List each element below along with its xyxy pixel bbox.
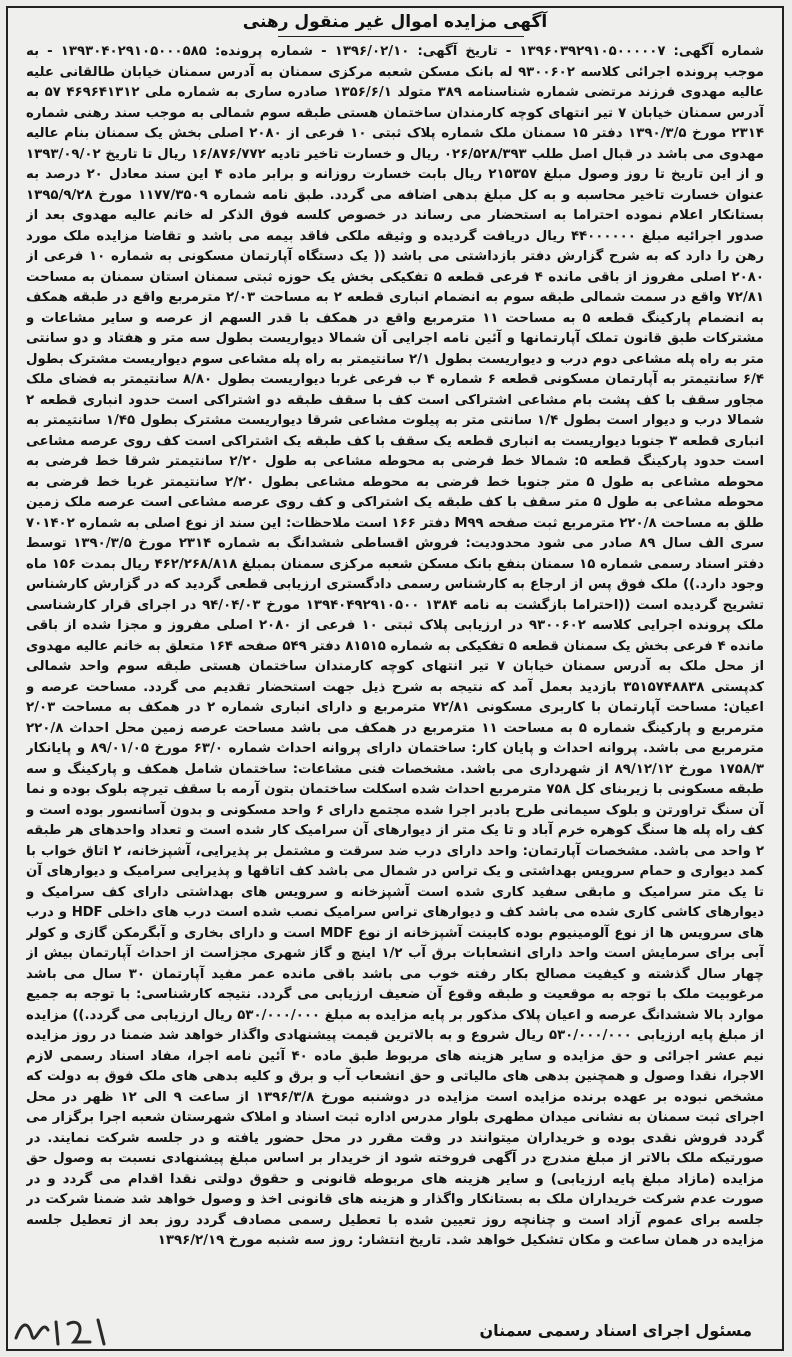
title-underline (278, 36, 524, 37)
notice-border (6, 6, 784, 1351)
notice-body-text: شماره آگهی: ۱۳۹۶۰۳۹۲۹۱۰۵۰۰۰۰۰۷ - تاریخ آگهی: ۱۳۹۶/۰۲/۱۰ - شماره پرونده: ۱۳۹۳۰۴۰۲۹۱۰۵۰۰۰۵۸۵ - به موجب پرونده اجرائی کلاسه ۹۳۰۰۶۰۲ له بانک مسکن شعبه مرکزی سمنان به آدرس سمنان خیابان طالقانی علیه عالیه مهدوی فرزند مرتضی شماره شناسنامه ۳۸۹ متولد ۱۳۵۶/۶/۱ صادره ساری به شماره ملی ۴۶۹۶۴۱۳۱۲ ۵۷ به آدرس سمنان خیابان ۷ تیر انتهای کوچه کارمندان ساختمان هستی طبقه سوم شمالی به موجب سند رهنی شماره ۲۳۱۴ مورخ ۱۳۹۰/۳/۵ دفتر ۱۵ سمنان ملک شماره پلاک ثبتی ۱۰ فرعی از ۲۰۸۰ اصلی بخش یک سمنان بنام عالیه مهدوی می باشد در قبال اصل طلب ۰۲۶/۵۲۸/۳۹۳ ریال و خسارت تاخیر تادیه ۱۶/۸۷۶/۷۷۲ ریال تا تاریخ ۱۳۹۳/۰۹/۰۲ و از این تاریخ تا روز وصول مبلغ ۲۱۵۳۵۷ ریال بابت خسارت روزانه و برابر ماده ۴ این سند معادل ۲۰ درصد به عنوان خسارت تاخیر محاسبه و به کل مبلغ بدهی اضافه می گردد. طبق نامه شماره ۱۱۷۷/۳۵۰۹ مورخ ۱۳۹۵/۹/۲۸ بستانکار اعلام نموده احتراما به استحضار می رساند در خصوص کلسه فوق الذکر له خانم عالیه مهدوی بعد از صدور اجرائیه مبلغ ۴۴۰۰۰۰۰۰ ریال دریافت گردیده و وثیقه ملکی فاقد بیمه می باشد و تقاضا مزایده ملک مورد رهن را دارد که به شرح گزارش دفتر بازداشتی می باشد (( یک دستگاه آپارتمان مسکونی به شماره ۱۰ فرعی از ۲۰۸۰ اصلی مفروز از باقی مانده ۴ فرعی قطعه ۵ تفکیکی بخش یک حوزه ثبتی سمنان استان سمنان به مساحت ۷۲/۸۱ واقع در سمت شمالی طبقه سوم به انضمام انباری قطعه ۲ به مساحت ۲/۰۳ مترمربع واقع در طبقه همکف به انضمام پارکینگ قطعه ۵ به مساحت ۱۱ مترمربع واقع در همکف با قدر السهم از عرصه و سایر مشاعات و مشترکات طبق قانون تملک آپارتمانها و آئین نامه اجرایی آن شمالا دیواریست بطول سه متر و هفتاد و دو سانتی متر به راه پله مشاعی دوم درب و دیواریست بطول ۲/۱ سانتیمتر به راه پله مشاعی سوم دیواریست مشترک بطول ۶/۴ سانتیمتر به آپارتمان مسکونی قطعه ۶ شماره ۴ ب فرعی غربا دیواریست بطول ۸/۸۰ سانتیمتر به فضای ملک مجاور سقف با کف پشت بام مشاعی اشتراکی است کف با سقف طبقه دو اشتراکی است حدود انباری قطعه ۲ شمالا درب و دیوار است بطول ۱/۴ سانتی متر به پیلوت مشاعی شرقا دیواریست مشترک بطول ۱/۴۵ سانتیمتر به انباری قطعه ۳ جنوبا دیواریست به انباری قطعه یک سقف با کف طبقه یک اشتراکی است کف روی عرصه مشاعی است حدود پارکینگ قطعه ۵: شمالا خط فرضی به محوطه مشاعی به طول ۲/۲۰ سانتیمتر شرقا خط فرضی به محوطه مشاعی به طول ۵ متر جنوبا خط فرضی به محوطه مشاعی بطول ۲/۲۰ سانتیمتر غربا خط فرضی به محوطه مشاعی به طول ۵ متر سقف با کف طبقه یک اشتراکی و کف روی عرصه مشاعی است عرصه ملک زمین طلق به مساحت ۲۲۰/۸ مترمربع ثبت صفحه M۹۹ دفتر ۱۶۶ است ملاحظات: این سند از نوع اصلی به شماره ۷۰۱۴۰۲ سری الف سال ۸۹ صادر می شود محدودیت: فروش اقساطی ششدانگ به شماره ۲۳۱۴ مورخ ۱۳۹۰/۳/۵ توسط دفتر اسناد رسمی شماره ۱۵ سمنان بنفع بانک مسکن شعبه مرکزی سمنان بمبلغ ۴۶۲/۲۶۸/۸۱۸ ریال بمدت ۱۵۶ ماه وجود دارد.)) ملک فوق پس از ارجاع به کارشناس رسمی دادگستری ارزیابی قطعی گردید که در گزارش کارشناس تشریح گردیده است ((احتراما بازگشت به نامه ۱۳۸۴ ۱۳۹۴۰۴۹۲۹۱۰۵۰۰ مورخ ۹۴/۰۴/۰۳ در اجرای قرار کارشناسی ملک پرونده اجرایی کلاسه ۹۳۰۰۶۰۲ در ارزیابی پلاک ثبتی ۱۰ فرعی از ۲۰۸۰ اصلی مفروز و مجزا شده از باقی مانده ۴ فرعی بخش یک سمنان قطعه ۵ تفکیکی به شماره ۸۱۵۱۵ دفتر ۵۴۹ صفحه ۱۶۴ متعلق به خانم عالیه مهدوی از محل ملک به آدرس سمنان خیابان ۷ تیر انتهای کوچه کارمندان ساختمان هستی طبقه سوم واحد شمالی کدپستی ۳۵۱۵۷۴۸۸۳۸ بازدید بعمل آمد که نتیجه به شرح ذیل جهت استحضار تقدیم می گردد. مساحت عرصه و اعیان: مساحت آپارتمان با کاربری مسکونی ۷۲/۸۱ مترمربع و دارای انباری شماره ۲ در همکف به مساحت ۲/۰۳ مترمربع و پارکینگ شماره ۵ به مساحت ۱۱ مترمربع در همکف می باشد مساحت عرصه زمین محل احداث ۲۲۰/۸ مترمربع می باشد. پروانه احداث و پایان کار: ساختمان دارای پروانه احداث شماره ۶۳/۰ مورخ ۸۹/۰۱/۰۵ و پایانکار ۱۷۵۸/۳ مورخ ۸۹/۱۲/۱۲ از شهرداری می باشد. مشخصات فنی مشاعات: ساختمان شامل همکف و پارکینگ و سه طبقه مسکونی با زیربنای کل ۷۵۸ مترمربع احداث شده اسکلت ساختمان بتون آرمه با سقف تیرچه بلوک بوده و نما آن سنگ تراورتن و بلوک سیمانی طرح بادبر اجرا شده مجتمع دارای ۶ واحد مسکونی و بدون آسانسور بوده است و کف راه پله ها سنگ کوهره خرم آباد و تا یک متر از دیوارهای آن سرامیک کار شده است و تعداد واحدهای هر طبقه ۲ واحد می باشد. مشخصات آپارتمان: واحد دارای درب ضد سرقت و مشتمل بر پذیرایی، آشپزخانه، ۲ اتاق خواب با کمد دیواری و حمام سرویس بهداشتی و یک تراس در شمال می باشد کف اتاقها و پذیرایی سرامیک و دیوارهای آن تا یک متر سرامیک و مابقی سفید کاری شده است آشپزخانه و سرویس های بهداشتی دارای کف سرامیک و دیوارهای کاشی کاری شده می باشد کف و دیوارهای تراس سرامیک نصب شده است درب های داخلی HDF و درب های سرویس ها از نوع آلومینیوم بوده کابینت آشپزخانه از نوع MDF است و دارای بخاری و آبگرمکن گازی و کولر آبی برای سرمایش است واحد دارای انشعابات برق آب ۱/۲ اینچ و گاز شهری مجزاست از احداث آپارتمان بیش از چهار سال گذشته و کیفیت مصالح بکار رفته خوب می باشد باقی مانده عمر مفید آپارتمان ۳۰ سال می باشد مرغوبیت ملک با توجه به موقعیت و طبقه وقوع آن ضعیف ارزیابی می گردد. نتیجه کارشناسی: با توجه به جمیع موارد بالا ششدانگ عرصه و اعیان پلاک مذکور بر پایه مزایده به مبلغ ۵۳۰/۰۰۰/۰۰۰ ریال ارزیابی می گردد.)) مزایده از مبلغ پایه ارزیابی ۵۳۰/۰۰۰/۰۰۰ ریال شروع و به بالاترین قیمت پیشنهادی واگذار خواهد شد ضمنا در روز مزایده نیم عشر اجرائی و حق مزایده و سایر هزینه های مربوط طبق ماده ۴۰ آئین نامه اجرا، مفاد اسناد رسمی لازم الاجرا، نقدا وصول و همچنین بدهی های مالیاتی و حق انشعاب آب و برق و کلیه بدهی های ملک فوق به دولت که مشخص نبوده بر عهده برنده مزایده است مزایده در دوشنبه مورخ ۱۳۹۶/۳/۸ از ساعت ۹ الی ۱۲ ظهر در محل اجرای ثبت سمنان به نشانی میدان مطهری بلوار مدرس اداره ثبت اسناد و املاک شهرستان شعبه اجرا برگزار می گردد فروش نقدی بوده و خریداران میتوانند در وقت مقرر در محل حضور یافته و در جلسه شرکت نمایند. در صورتیکه ملک بالاتر از مبلغ مندرج در آگهی فروخته شود از خریدار بر اساس مبلغ پیشنهادی نسبت به وصول حق مزایده (مازاد مبلغ پایه ارزیابی) و سایر هزینه های مربوطه قانونی و حقوق دولتی نقدا اقدام می گردد و در صورت عدم شرکت خریداران ملک به بستانکار واگذار و هزینه های قانونی اخذ و وصول خواهد شد ضمنا شرکت در جلسه برای عموم آزاد است و چنانچه روز تعیین شده با تعطیل رسمی مصادف گردد روز بعد از تعطیل جلسه مزایده در همان ساعت و مکان تشکیل خواهد شد. تاریخ انتشار: روز سه شنبه مورخ ۱۳۹۶/۲/۱۹ (26, 44, 764, 1248)
notice-body (26, 42, 764, 1272)
signature-line: مسئول اجرای اسناد رسمی سمنان (479, 1321, 752, 1340)
handwritten-mark-icon (8, 1300, 118, 1355)
notice-title: آگهی مزایده اموال غیر منقول رهنی (242, 12, 548, 32)
